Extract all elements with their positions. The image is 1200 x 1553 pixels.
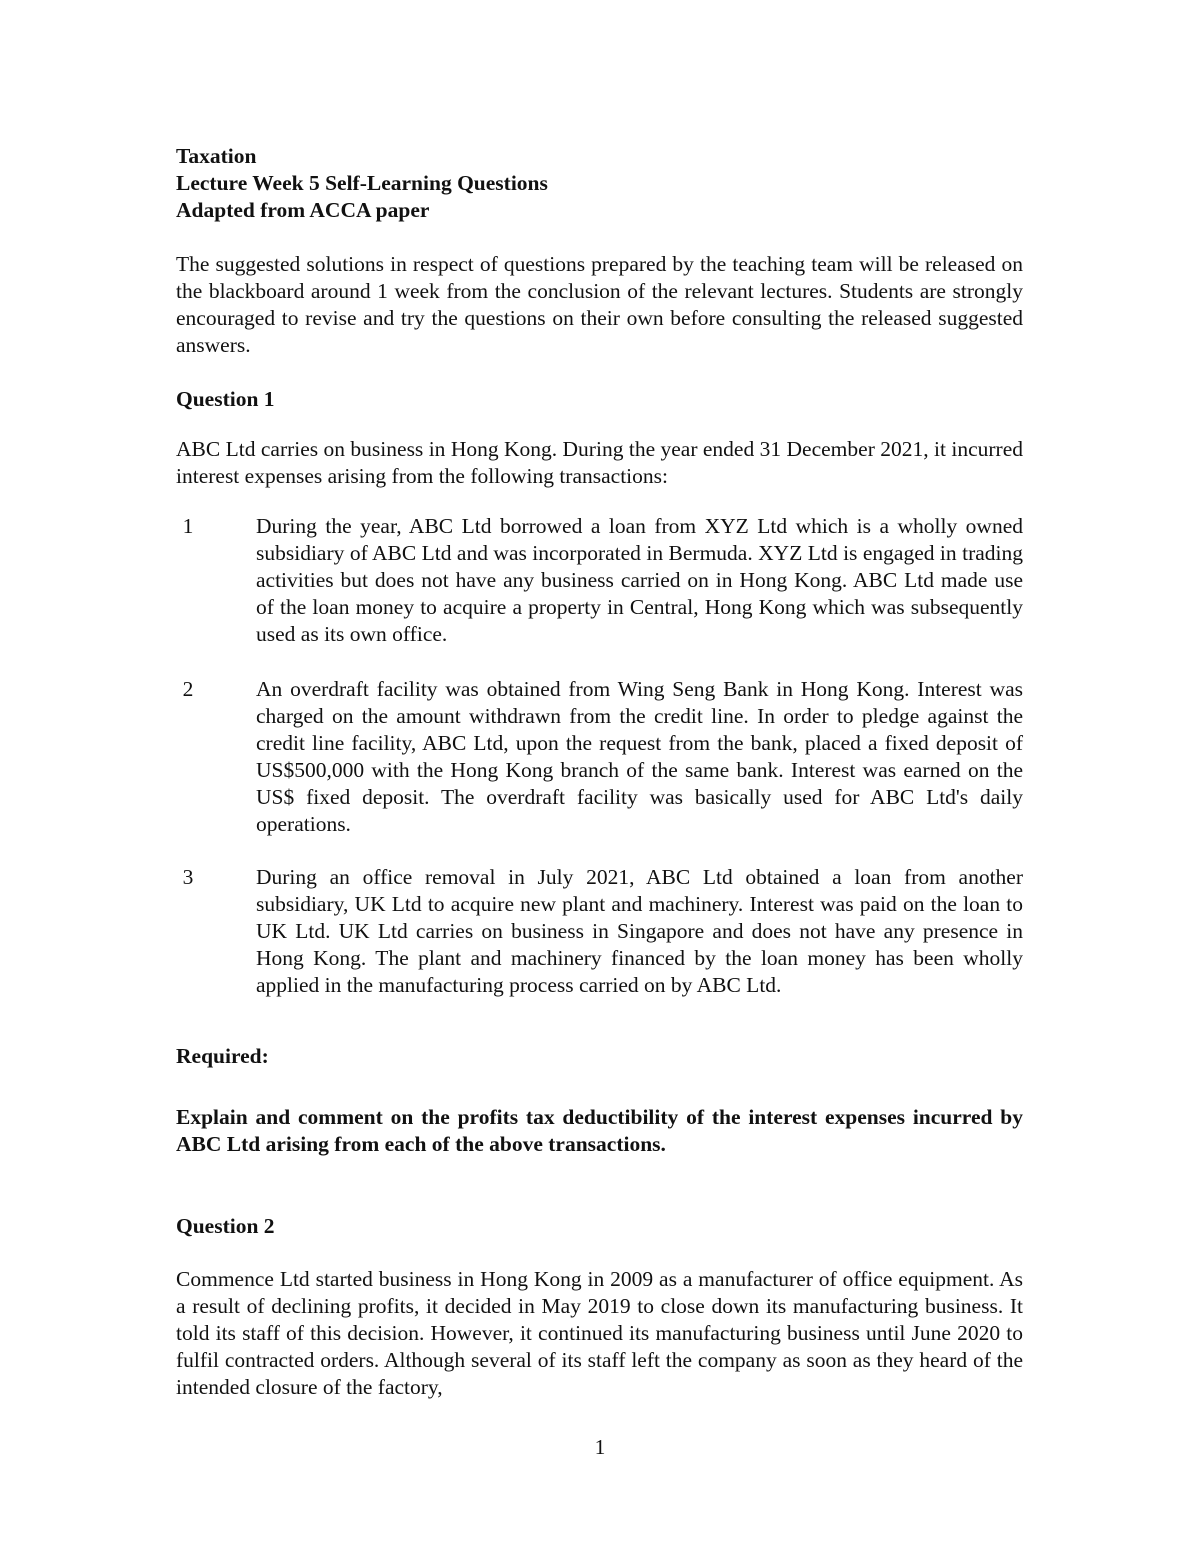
list-item [182, 676, 1023, 838]
page-number: 1 [594, 1435, 606, 1459]
question-1-body: ABC Ltd carries on business in Hong Kong. During the year ended 31 December 2021, it incurred interest expenses arising from the following transactions: [176, 437, 1023, 488]
list-item-text: During the year, ABC Ltd borrowed a loan from XYZ Ltd which is a wholly owned subsidiary of ABC Ltd and was incorporated in Bermuda. XYZ Ltd is engaged in trading activities but does not have any business carried on in Hong Kong. ABC Ltd made use of the loan money to acquire a property in Central, Hong Kong which was subsequently used as its own office. [256, 514, 1023, 646]
list-item-number: 2 [182, 677, 194, 701]
question-1-heading: Question 1 [176, 387, 275, 411]
list-item [182, 513, 1023, 648]
question-2-heading: Question 2 [176, 1214, 275, 1238]
required-text: Explain and comment on the profits tax deductibility of the interest expenses incurred by ABC Ltd arising from each of the above transactions. [176, 1105, 1023, 1156]
intro-paragraph: The suggested solutions in respect of questions prepared by the teaching team will be released on the blackboard around 1 week from the conclusion of the relevant lectures. Students are strongly encouraged to revise and try the questions on their own before consulting the released suggested answers. [176, 252, 1023, 357]
document-title: Taxation [176, 144, 257, 168]
question-2-body: Commence Ltd started business in Hong Kong in 2009 as a manufacturer of office equipment. As a result of declining profits, it decided in May 2019 to close down its manufacturing business. It told its staff of this decision. However, it continued its manufacturing business until June 2020 to fulfil contracted orders. Although several of its staff left the company as soon as they heard of the intended closure of the factory, [176, 1267, 1023, 1399]
list-item-text: An overdraft facility was obtained from Wing Seng Bank in Hong Kong. Interest was charged on the amount withdrawn from the credit line. In order to pledge against the credit line facility, ABC Ltd, upon the request from the bank, placed a fixed deposit of US$500,000 with the Hong Kong branch of the same bank. Interest was earned on the US$ fixed deposit. The overdraft facility was basically used for ABC Ltd's daily operations. [256, 677, 1023, 836]
required-label: Required: [176, 1044, 269, 1068]
list-item-text: During an office removal in July 2021, ABC Ltd obtained a loan from another subsidiary, UK Ltd to acquire new plant and machinery. Interest was paid on the loan to UK Ltd. UK Ltd carries on business in Singapore and does not have any presence in Hong Kong. The plant and machinery financed by the loan money has been wholly applied in the manufacturing process carried on by ABC Ltd. [256, 865, 1023, 997]
document-subtitle: Lecture Week 5 Self-Learning Questions [176, 171, 548, 195]
list-item-number: 3 [182, 865, 194, 889]
document-source: Adapted from ACCA paper [176, 198, 430, 222]
list-item-number: 1 [182, 514, 194, 538]
list-item [182, 864, 1023, 999]
